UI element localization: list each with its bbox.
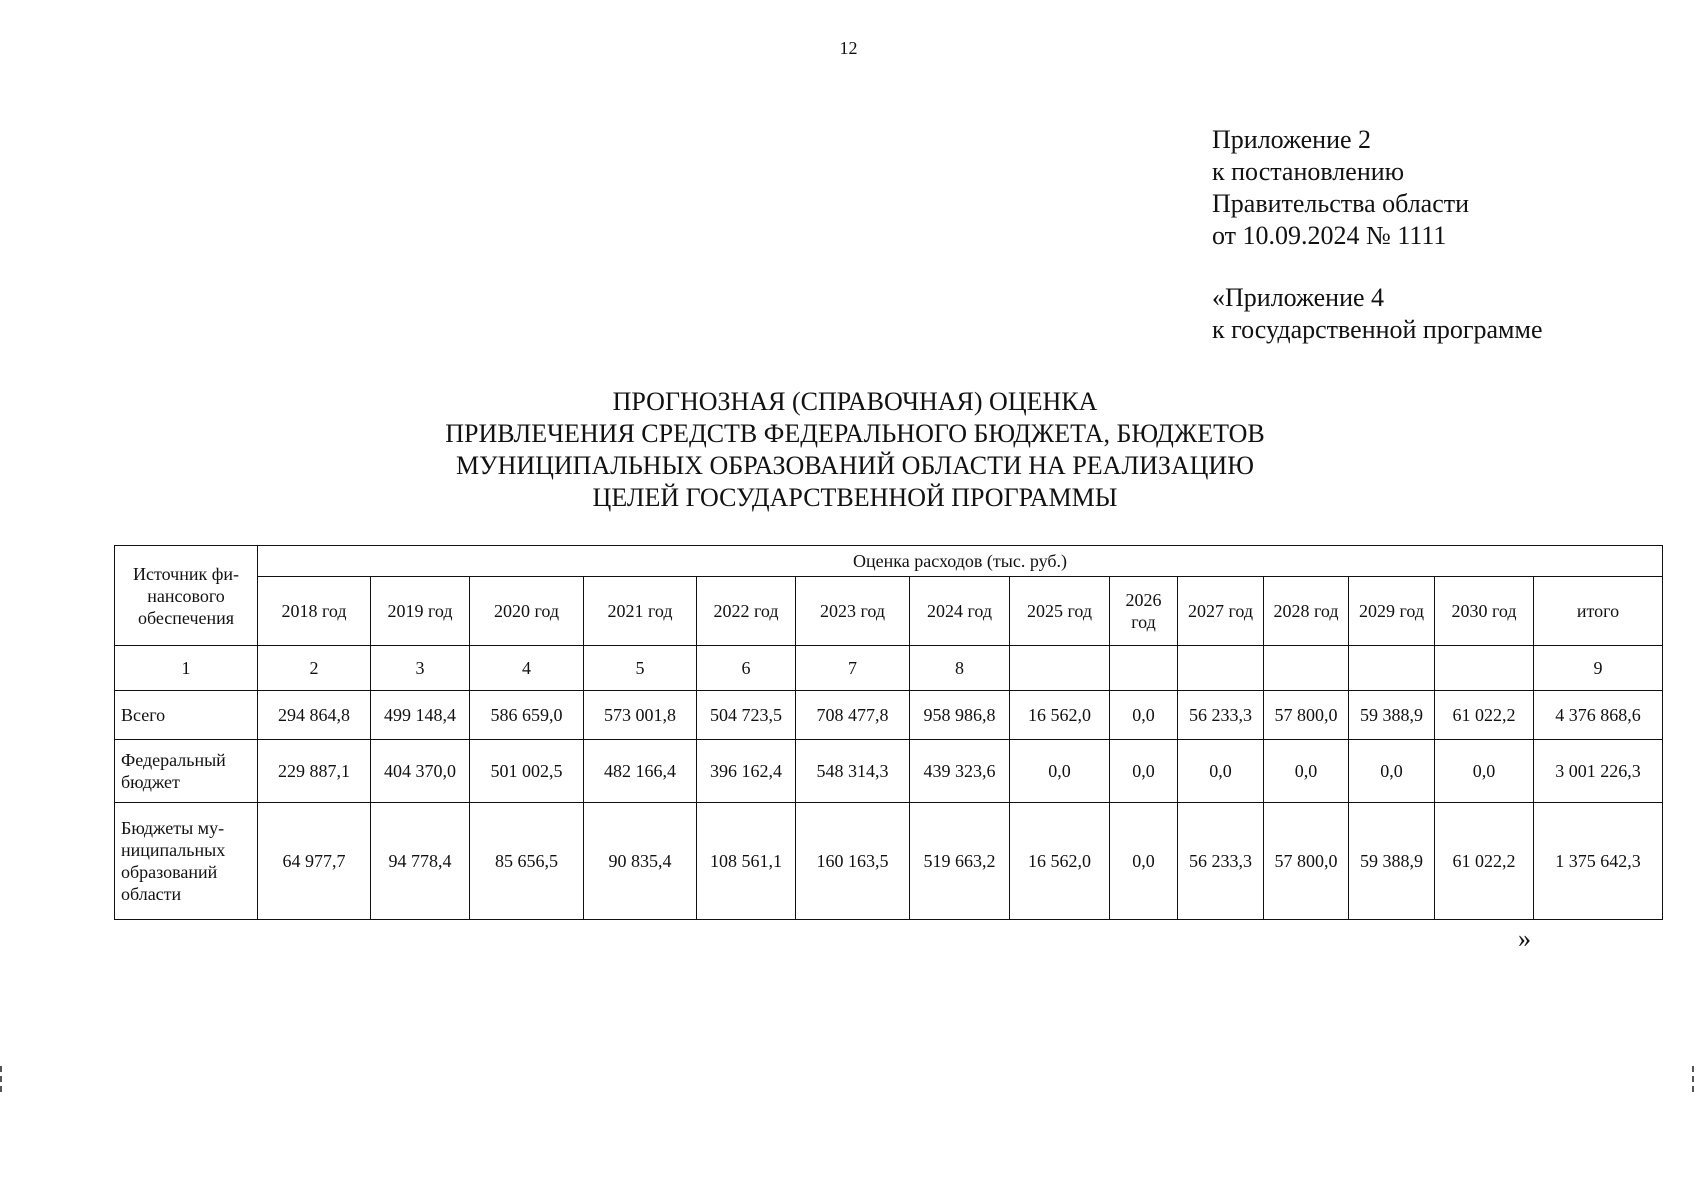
title-line: ПРИВЛЕЧЕНИЯ СРЕДСТВ ФЕДЕРАЛЬНОГО БЮДЖЕТА, БЮДЖЕТОВ: [445, 419, 1265, 448]
column-number: [1435, 646, 1534, 691]
table-cell: 294 864,8: [258, 691, 371, 740]
table-cell: 519 663,2: [910, 803, 1010, 920]
year-header: 2026 год: [1110, 577, 1178, 646]
closing-quote: »: [1518, 924, 1531, 953]
year-header: 2024 год: [910, 577, 1010, 646]
year-header: 2021 год: [584, 577, 697, 646]
year-header: 2025 год: [1010, 577, 1110, 646]
approval-line: Приложение 2: [1212, 125, 1372, 154]
header-row: [115, 546, 1663, 577]
approval-line: к государственной программе: [1212, 315, 1543, 344]
approval-block: [1212, 124, 1543, 346]
table-cell: 439 323,6: [910, 740, 1010, 803]
table-cell: 0,0: [1178, 740, 1264, 803]
year-header: 2019 год: [371, 577, 470, 646]
column-number: 6: [697, 646, 796, 691]
column-number: 2: [258, 646, 371, 691]
table-cell: 57 800,0: [1264, 803, 1349, 920]
title-line: ПРОГНОЗНАЯ (СПРАВОЧНАЯ) ОЦЕНКА: [612, 387, 1098, 416]
column-number: [1349, 646, 1435, 691]
table-cell: 56 233,3: [1178, 803, 1264, 920]
table-cell: 16 562,0: [1010, 691, 1110, 740]
source-header: Источник фи- нансового обеспечения: [115, 546, 258, 646]
table-cell: 499 148,4: [371, 691, 470, 740]
year-header: 2027 год: [1178, 577, 1264, 646]
column-number: [1110, 646, 1178, 691]
expense-header: Оценка расходов (тыс. руб.): [258, 546, 1663, 577]
column-number: 4: [470, 646, 584, 691]
column-number: 3: [371, 646, 470, 691]
table-cell: 229 887,1: [258, 740, 371, 803]
table-cell: 482 166,4: [584, 740, 697, 803]
year-header: 2029 год: [1349, 577, 1435, 646]
table-cell: 0,0: [1349, 740, 1435, 803]
table-cell: 94 778,4: [371, 803, 470, 920]
left-edge-mark: [0, 1066, 4, 1092]
table-cell: 0,0: [1010, 740, 1110, 803]
table-cell: 61 022,2: [1435, 691, 1534, 740]
table-cell: 85 656,5: [470, 803, 584, 920]
year-header: 2028 год: [1264, 577, 1349, 646]
row-label: Всего: [115, 691, 258, 740]
column-number: 1: [115, 646, 258, 691]
table-row: [115, 691, 1663, 740]
year-header: 2020 год: [470, 577, 584, 646]
column-number: [1010, 646, 1110, 691]
table-cell: 501 002,5: [470, 740, 584, 803]
table-cell: 160 163,5: [796, 803, 910, 920]
table-cell: 396 162,4: [697, 740, 796, 803]
year-header: 2018 год: [258, 577, 371, 646]
table-cell: 548 314,3: [796, 740, 910, 803]
approval-line: от 10.09.2024 № 1111: [1212, 221, 1447, 250]
table-cell: 0,0: [1110, 740, 1178, 803]
title-line: МУНИЦИПАЛЬНЫХ ОБРАЗОВАНИЙ ОБЛАСТИ НА РЕАЛИЗАЦИЮ: [456, 451, 1254, 480]
table-cell: 404 370,0: [371, 740, 470, 803]
approval-line: к постановлению: [1212, 157, 1405, 186]
table-cell: 61 022,2: [1435, 803, 1534, 920]
table-cell: 56 233,3: [1178, 691, 1264, 740]
year-header: 2023 год: [796, 577, 910, 646]
table-row: [115, 740, 1663, 803]
table-row: [115, 803, 1663, 920]
numbering-row: [115, 646, 1663, 691]
year-header: 2022 год: [697, 577, 796, 646]
table-cell: 3 001 226,3: [1534, 740, 1663, 803]
table-cell: 573 001,8: [584, 691, 697, 740]
table-cell: 958 986,8: [910, 691, 1010, 740]
table-cell: 108 561,1: [697, 803, 796, 920]
table-cell: 57 800,0: [1264, 691, 1349, 740]
table-cell: 0,0: [1264, 740, 1349, 803]
table-cell: 64 977,7: [258, 803, 371, 920]
table-cell: 90 835,4: [584, 803, 697, 920]
row-label: Федеральный бюджет: [115, 740, 258, 803]
year-header: 2030 год: [1435, 577, 1534, 646]
table-cell: 1 375 642,3: [1534, 803, 1663, 920]
row-label: Бюджеты му- ниципальных образований области: [115, 803, 258, 920]
table-cell: 59 388,9: [1349, 803, 1435, 920]
right-edge-mark: [1692, 1066, 1696, 1092]
document-title: [330, 386, 1380, 514]
budget-table: [114, 545, 1663, 920]
page-number: 12: [839, 38, 858, 58]
years-row: [115, 577, 1663, 646]
column-number: 5: [584, 646, 697, 691]
column-number: 8: [910, 646, 1010, 691]
table-cell: 0,0: [1435, 740, 1534, 803]
column-number: [1264, 646, 1349, 691]
table-cell: 0,0: [1110, 803, 1178, 920]
table-cell: 708 477,8: [796, 691, 910, 740]
column-number: [1178, 646, 1264, 691]
year-header: итого: [1534, 577, 1663, 646]
table-cell: 16 562,0: [1010, 803, 1110, 920]
table-cell: 59 388,9: [1349, 691, 1435, 740]
title-line: ЦЕЛЕЙ ГОСУДАРСТВЕННОЙ ПРОГРАММЫ: [592, 483, 1118, 512]
table-cell: 504 723,5: [697, 691, 796, 740]
approval-line: Правительства области: [1212, 189, 1470, 218]
column-number: 7: [796, 646, 910, 691]
column-number: 9: [1534, 646, 1663, 691]
table-cell: 586 659,0: [470, 691, 584, 740]
table-cell: 0,0: [1110, 691, 1178, 740]
approval-line: «Приложение 4: [1212, 283, 1385, 312]
table-cell: 4 376 868,6: [1534, 691, 1663, 740]
